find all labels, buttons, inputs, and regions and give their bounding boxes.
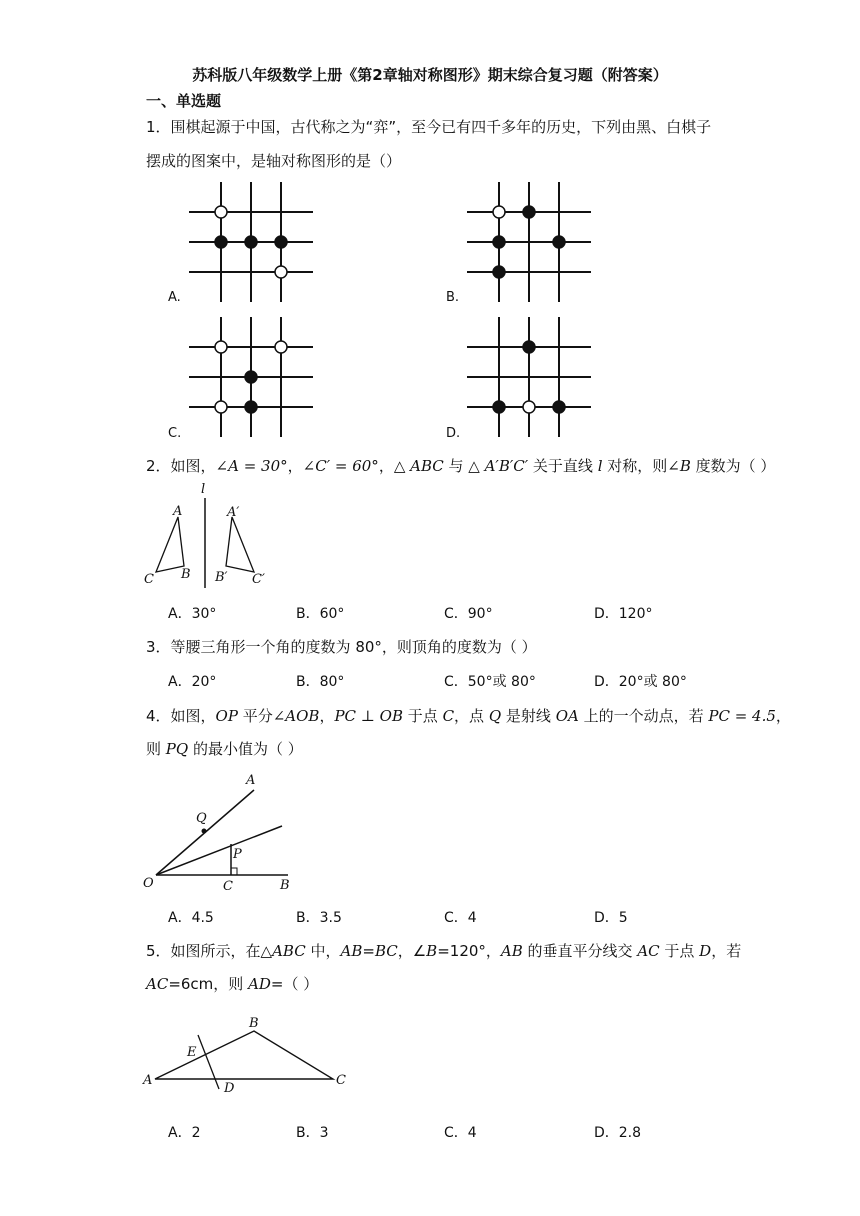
q4-option-b[interactable]: B．3.5 bbox=[296, 910, 342, 926]
svg-text:B: B bbox=[249, 1016, 259, 1031]
q1-line2: 摆成的图案中，是轴对称图形的是（） bbox=[146, 152, 402, 170]
q1-option-c[interactable]: C. bbox=[168, 426, 182, 441]
svg-text:C′: C′ bbox=[252, 572, 265, 587]
q5-line1: 5．如图所示，在△ABC 中，AB=BC，∠B=120°，AB 的垂直平分线交 AC 于点 D，若 bbox=[146, 942, 742, 960]
q3-option-c[interactable]: C．50°或 80° bbox=[444, 674, 536, 690]
svg-text:D: D bbox=[224, 1081, 235, 1096]
svg-text:A: A bbox=[143, 1073, 153, 1088]
svg-text:C: C bbox=[223, 879, 233, 894]
q1-figure-b bbox=[467, 182, 591, 302]
section-heading: 一、单选题 bbox=[146, 92, 222, 110]
q2-figure bbox=[140, 480, 280, 590]
q4-option-a[interactable]: A．4.5 bbox=[168, 910, 214, 926]
q5-option-a[interactable]: A．2 bbox=[168, 1125, 201, 1141]
q5-figure bbox=[140, 1010, 355, 1100]
q5-option-c[interactable]: C．4 bbox=[444, 1125, 477, 1141]
svg-text:C: C bbox=[144, 572, 154, 587]
q4-option-c[interactable]: C．4 bbox=[444, 910, 477, 926]
document-title: 苏科版八年级数学上册《第2章轴对称图形》期末综合复习题（附答案） bbox=[192, 66, 668, 84]
svg-text:A: A bbox=[173, 504, 183, 519]
svg-text:C: C bbox=[336, 1073, 346, 1088]
q1-option-a[interactable]: A. bbox=[168, 290, 181, 305]
q3-option-b[interactable]: B．80° bbox=[296, 674, 345, 690]
q4-figure bbox=[140, 768, 300, 892]
q2-option-d[interactable]: D．120° bbox=[594, 606, 653, 622]
svg-text:B: B bbox=[181, 567, 191, 582]
q1-option-d[interactable]: D. bbox=[446, 426, 461, 441]
svg-text:B: B bbox=[280, 878, 290, 893]
q1-figure-d bbox=[467, 317, 591, 437]
svg-text:E: E bbox=[187, 1045, 197, 1060]
q5-line2: AC=6cm，则 AD=（ ） bbox=[146, 975, 319, 993]
q4-option-d[interactable]: D．5 bbox=[594, 910, 628, 926]
q3-text: 3．等腰三角形一个角的度数为 80°，则顶角的度数为（ ） bbox=[146, 638, 537, 656]
svg-text:l: l bbox=[201, 482, 206, 497]
q2-option-b[interactable]: B．60° bbox=[296, 606, 345, 622]
q1-option-b[interactable]: B. bbox=[446, 290, 460, 305]
q4-line2: 则 PQ 的最小值为（ ） bbox=[146, 740, 303, 758]
q3-option-d[interactable]: D．20°或 80° bbox=[594, 674, 687, 690]
q1-figure-c bbox=[189, 317, 313, 437]
svg-text:A′: A′ bbox=[227, 505, 240, 520]
q2-option-a[interactable]: A．30° bbox=[168, 606, 217, 622]
svg-text:O: O bbox=[143, 876, 154, 891]
q5-option-d[interactable]: D．2.8 bbox=[594, 1125, 642, 1141]
svg-text:P: P bbox=[233, 847, 242, 862]
svg-text:Q: Q bbox=[196, 811, 207, 826]
q4-line1: 4．如图，OP 平分∠AOB，PC ⊥ OB 于点 C，点 Q 是射线 OA 上的一个动点，若 PC = 4.5， bbox=[146, 707, 791, 725]
q5-option-b[interactable]: B．3 bbox=[296, 1125, 329, 1141]
svg-text:A: A bbox=[246, 773, 256, 788]
q3-option-a[interactable]: A．20° bbox=[168, 674, 217, 690]
svg-text:B′: B′ bbox=[215, 570, 228, 585]
q1-figure-a bbox=[189, 182, 313, 302]
q1-line1: 1．围棋起源于中国，古代称之为“弈”，至今已有四千多年的历史，下列由黑、白棋子 bbox=[146, 118, 712, 136]
q2-line: 2．如图，∠A = 30°，∠C′ = 60°，△ ABC 与 △ A′B′C′ 关于直线 l 对称，则∠B 度数为（ ） bbox=[146, 457, 776, 475]
q2-option-c[interactable]: C．90° bbox=[444, 606, 493, 622]
